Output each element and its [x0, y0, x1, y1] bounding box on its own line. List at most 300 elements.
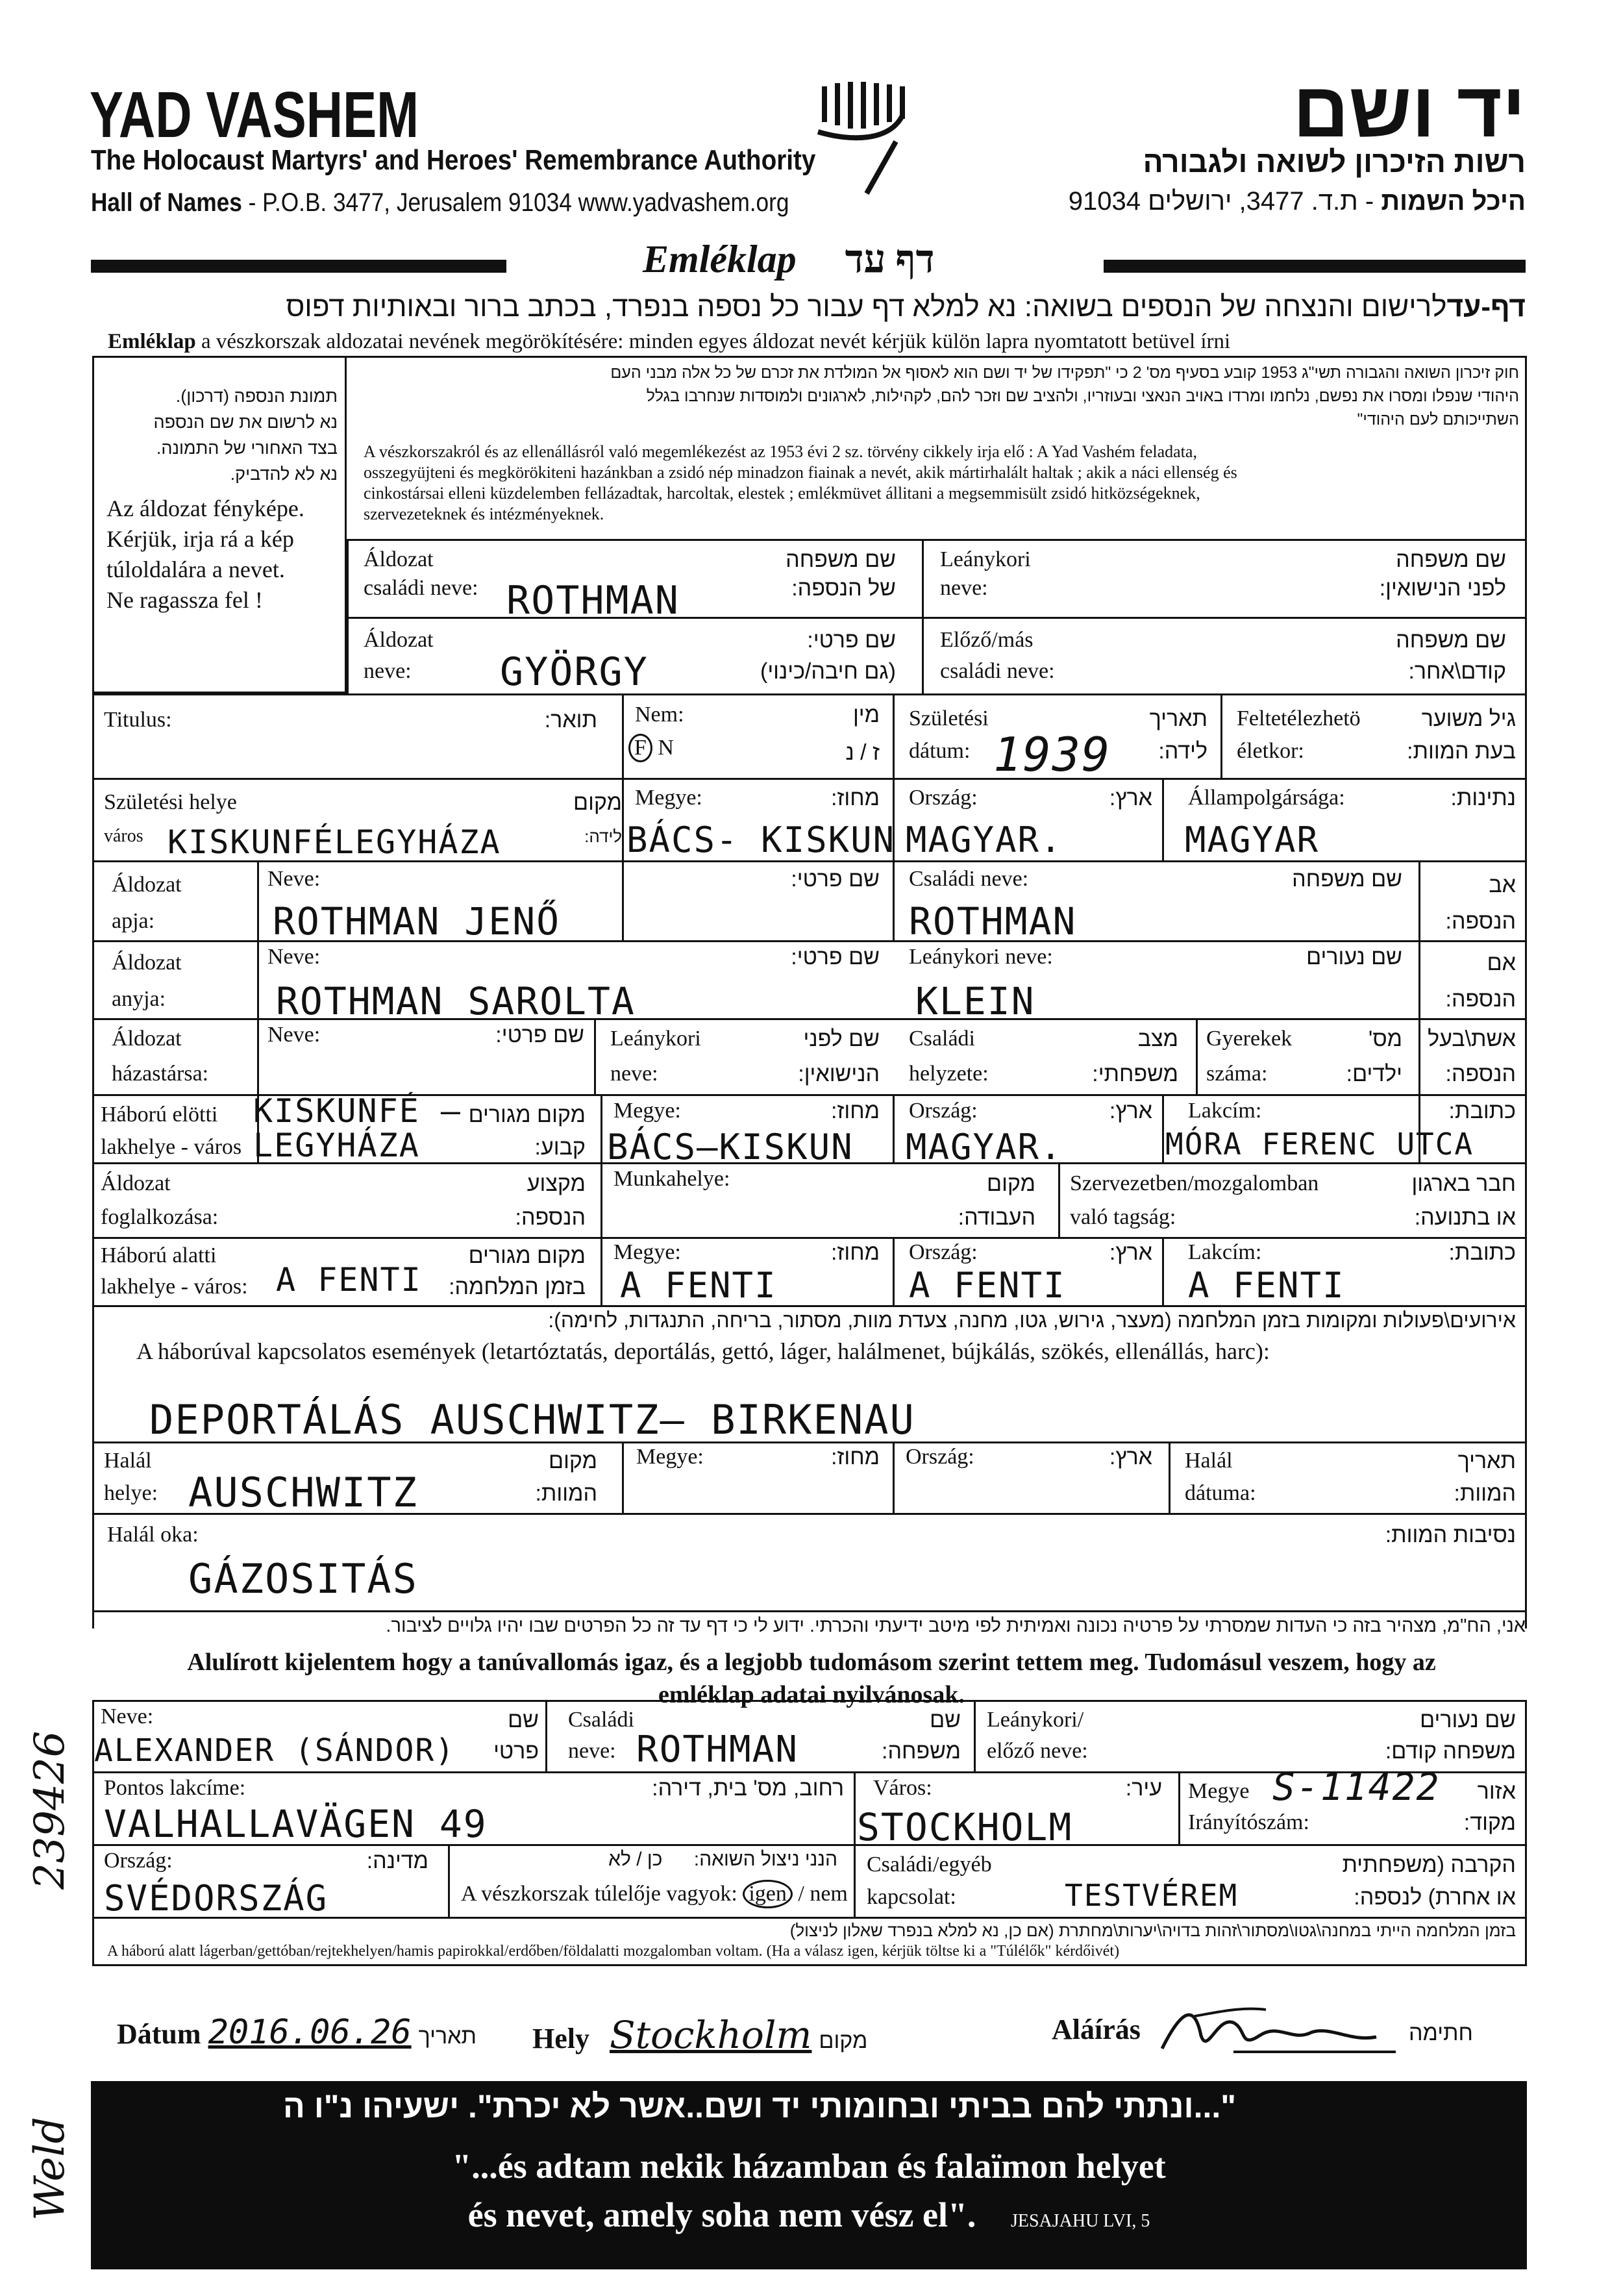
- prewar-county-value[interactable]: BÁCS–KISKUN: [607, 1127, 854, 1167]
- submitter-relation-label-he2: או אחרת) לנספה:: [1354, 1885, 1516, 1910]
- org-subtitle: The Holocaust Martyrs' and Heroes' Remembrance Authority: [91, 144, 816, 176]
- org-name: YAD VASHEM: [90, 79, 419, 151]
- form-title: [643, 237, 934, 282]
- estimated-age-label-he: [1407, 703, 1516, 767]
- marital-status-label-he2: משפחתי:: [1092, 1062, 1178, 1086]
- submitter-zip-label-he1: אזור: [1477, 1779, 1516, 1804]
- first-name-label-he2: (גם חיבה/כינוי): [760, 659, 896, 684]
- birth-place-label-he1: מקום: [573, 790, 622, 815]
- place-value[interactable]: Stockholm: [609, 2013, 812, 2057]
- children-label-hu1: Gyerekek: [1206, 1027, 1293, 1051]
- prewar-county-label-he: מחוז:: [830, 1099, 880, 1123]
- submitter-zip-value[interactable]: S-11422: [1272, 1765, 1441, 1809]
- instructions-hebrew: [286, 291, 1526, 323]
- survivor-note-hu: A háború alatt lágerban/gettóban/rejtekhelyen/hamis papirokkal/erdőben/földalatti mozgalomban voltam. (Ha a válasz igen, kérjük töltse ki a "Túlélők" kérdőivét): [107, 1943, 1120, 1960]
- v-spouse-maiden: [594, 1018, 596, 1094]
- previous-name-label-he1: שם משפחה: [1396, 628, 1506, 653]
- survivor-note-he: בזמן המלחמה הייתי במחנה\גטו\מסתור\זהות בדויה\יערות\מחתרת (אם כן, נא למלא בנפרד שאלון לניצול): [789, 1921, 1516, 1940]
- title-bar-right: [1104, 260, 1526, 273]
- survivor-label-he1: הנני ניצול השואה:: [693, 1849, 837, 1870]
- family-name-label-he2: של הנספה:: [791, 576, 896, 601]
- date-value[interactable]: 2016.06.26: [208, 2013, 412, 2052]
- title-bar-left: [91, 260, 506, 273]
- date-label: Dátum: [117, 2018, 201, 2050]
- instructions-hungarian: [108, 330, 1230, 354]
- law-hebrew: [351, 361, 1519, 431]
- prewar-country-value[interactable]: MAGYAR.: [906, 1127, 1063, 1167]
- survivor-label-he2: כן / לא: [608, 1849, 663, 1870]
- v-parent-he: [1418, 860, 1420, 1162]
- instructions-hungarian-bold: Emléklap: [108, 330, 196, 353]
- v-spouse-status: [1196, 1018, 1198, 1094]
- prewar-county-label: Megye:: [613, 1099, 681, 1123]
- birth-place-label-hu1: Születési helye: [104, 790, 237, 814]
- marital-status-label-he: [1092, 1021, 1178, 1092]
- mother-first-name-label: Neve:: [267, 945, 321, 969]
- organization-label-hu1: Szervezetben/mozgalomban: [1070, 1171, 1319, 1195]
- law-top-line: [92, 356, 1527, 358]
- photo-he-line1: תמונת הנספה (דרכון).: [175, 386, 338, 406]
- row-line-2: [92, 778, 1527, 780]
- submitter-relation-label-he: [1342, 1849, 1516, 1914]
- footer-quote-hu-2: és nevet, amely soha nem vész el".: [467, 2195, 976, 2234]
- v-work-org: [1058, 1162, 1060, 1237]
- birth-county-label-he: מחוז:: [830, 786, 880, 810]
- survivor-label-he: [608, 1849, 837, 1871]
- submitter-name-label-he1: שם: [508, 1708, 539, 1732]
- footer-reference: JESAJAHU LVI, 5: [1010, 2211, 1150, 2231]
- war-country-value[interactable]: A FENTI: [909, 1265, 1066, 1306]
- mother-maiden-label: Leánykori neve:: [909, 945, 1053, 969]
- death-date-label-he2: המוות:: [1454, 1481, 1516, 1506]
- war-residence-label-he: [449, 1240, 586, 1303]
- maiden-name-label-he1: שם משפחה: [1396, 547, 1506, 572]
- submitter-street-value[interactable]: VALHALLAVÄGEN 49: [104, 1802, 488, 1846]
- submitter-v-3: [854, 1771, 856, 1917]
- death-country-label: Ország:: [906, 1445, 974, 1469]
- instructions-hebrew-bold: דף-עד: [1446, 291, 1526, 323]
- war-country-label: Ország:: [909, 1240, 978, 1264]
- submitter-maiden-label-he2: משפחה קודם:: [1385, 1739, 1516, 1764]
- marital-status-label-he1: מצב: [1137, 1027, 1178, 1051]
- first-name-label: [364, 625, 434, 687]
- submitter-name-label-he: [493, 1704, 539, 1767]
- children-label: [1206, 1021, 1292, 1092]
- submitter-v-5: [448, 1844, 450, 1917]
- children-label-he1: מס': [1368, 1027, 1402, 1051]
- place-field: [532, 2013, 867, 2057]
- law-hu-line3: cinkostársai elleni küzdelemben fellázadtak, harcoltak, elestek ; emlékmüvet állitani a megsemmisült zsidó hitközségeknek,: [364, 484, 1200, 503]
- submitter-family-label-he: [882, 1704, 961, 1767]
- father-label: [112, 867, 182, 940]
- birth-date-label-he: [1150, 703, 1208, 767]
- hall-of-names: [91, 188, 789, 218]
- hebrew-title: יד ושם: [1293, 66, 1526, 153]
- father-surname-label-he: שם משפחה: [1292, 867, 1402, 892]
- declaration-hu-line2: emléklap adatai nyilvánosak.: [658, 1681, 965, 1708]
- spouse-label-hu2: házastársa:: [112, 1062, 209, 1086]
- mother-label-he: [1446, 945, 1516, 1017]
- prewar-city-value-1[interactable]: KISKUNFÉ –: [253, 1092, 462, 1130]
- law-he-line2: היהודי שנפלו ומסרו את נפשם, נלחמו ומרדו באויב הנאצי ובעוזריו, ולהציב שם וזכר להם, לקהילות, לארגונים ולמוסדות שנחרבו בגלל: [646, 387, 1519, 405]
- row-line-1: [92, 693, 1527, 695]
- maiden-name-label: [940, 545, 1031, 603]
- workplace-label-he1: מקום: [987, 1171, 1035, 1196]
- sex-options-he: ז / נ: [845, 740, 880, 765]
- submitter-name-label-he2: פרטי: [493, 1739, 539, 1764]
- workplace-label-he: [958, 1167, 1035, 1234]
- photo-he-line2: נא לרשום את שם הנספה: [153, 412, 338, 432]
- children-label-he2: ילדים:: [1346, 1062, 1402, 1086]
- events-value[interactable]: DEPORTÁLÁS AUSCHWITZ– BIRKENAU: [149, 1396, 915, 1443]
- declaration-hungarian: [117, 1627, 1506, 1711]
- death-place-label: [104, 1445, 158, 1510]
- footer-banner: [91, 2081, 1527, 2269]
- submitter-country-value[interactable]: SVÉDORSZÁG: [104, 1878, 328, 1919]
- submitter-zip-label-he: [1464, 1776, 1516, 1838]
- signature-label: Aláírás: [1052, 2014, 1141, 2045]
- citizenship-label: Állampolgársága:: [1188, 786, 1345, 810]
- family-name-label: [364, 545, 478, 603]
- spouse-maiden-label-he1: שם לפני: [803, 1027, 880, 1051]
- survivor-question-text: A vészkorszak túlelője vagyok:: [461, 1882, 737, 1906]
- war-city-value[interactable]: A FENTI: [276, 1261, 422, 1299]
- photo-hu-line3: túloldalára a nevet.: [106, 556, 285, 582]
- war-county-value[interactable]: A FENTI: [620, 1265, 777, 1306]
- submitter-country-label: Ország:: [104, 1849, 173, 1873]
- grid-left-border: [92, 693, 94, 1628]
- survivor-question: [461, 1880, 848, 1908]
- law-hungarian: [364, 442, 1237, 525]
- form-title-he: דף עד: [845, 238, 935, 281]
- birth-date-label-he1: תאריך: [1149, 706, 1208, 731]
- workplace-label-he2: העבודה:: [958, 1205, 1035, 1230]
- v-country-address: [1162, 1094, 1164, 1162]
- birth-county-label: Megye:: [635, 786, 702, 810]
- mother-maiden-value[interactable]: KLEIN: [915, 979, 1035, 1023]
- previous-name-label-hu1: Előző/más: [940, 628, 1034, 652]
- organization-label-he1: חבר בארגון: [1411, 1171, 1516, 1196]
- family-name-label-he1: שם משפחה: [786, 547, 896, 572]
- first-name-value[interactable]: GYÖRGY: [500, 649, 649, 695]
- signature-scribble[interactable]: [1156, 1997, 1402, 2068]
- side-number-text: 239426: [26, 1730, 74, 1890]
- death-date-label-he: [1454, 1445, 1516, 1510]
- submitter-name-label: Neve:: [101, 1704, 154, 1728]
- spouse-label-he1: אשת\בעל: [1428, 1027, 1516, 1051]
- mother-label: [112, 945, 182, 1017]
- first-name-label-he: [760, 625, 896, 687]
- birth-date-label-hu2: dátum:: [909, 739, 971, 763]
- prewar-city-value-2[interactable]: LEGYHÁZA: [253, 1127, 420, 1164]
- spouse-maiden-label-he2: הנישואין:: [798, 1062, 880, 1086]
- submitter-city-label: Város:: [873, 1776, 932, 1800]
- family-name-label-he: [786, 545, 896, 603]
- photo-he-line4: נא לא להדביק.: [230, 464, 338, 484]
- hall-of-names-title: Hall of Names: [91, 188, 242, 217]
- sex-label-he: מין: [852, 703, 880, 727]
- mother-label-he1: אם: [1487, 951, 1516, 975]
- photo-hu-line4: Ne ragassza fel !: [106, 587, 263, 613]
- war-residence-label-he2: בזמן המלחמה:: [449, 1275, 586, 1299]
- mother-name-value[interactable]: ROTHMAN SAROLTA: [276, 979, 636, 1023]
- photo-he-line3: בצד האחורי של התמונה.: [156, 438, 338, 458]
- submitter-relation-label-hu2: kapcsolat:: [867, 1885, 956, 1909]
- declaration-hu-line1: Alulírott kijelentem hogy a tanúvallomás igaz, és a legjobb tudomásom szerint tettem meg. Tudomásul veszem, hogy az: [187, 1649, 1436, 1676]
- estimated-age-label: [1237, 703, 1361, 767]
- v-war-country: [893, 1237, 895, 1305]
- v-death-county: [622, 1441, 624, 1513]
- estimated-age-label-hu1: Feltetélezhetö: [1237, 706, 1361, 730]
- mother-maiden-label-he: שם נעורים: [1306, 945, 1402, 969]
- prewar-residence-label: [101, 1099, 242, 1164]
- v-war-address: [1162, 1237, 1164, 1305]
- war-residence-label-he1: מקום מגורים: [468, 1243, 586, 1268]
- death-place-label-hu2: helye:: [104, 1481, 158, 1505]
- father-label-he: [1446, 867, 1516, 940]
- submitter-v-4: [1178, 1771, 1180, 1844]
- prewar-residence-label-he1: מקום מגורים: [468, 1103, 586, 1127]
- prewar-country-label-he: ארץ:: [1109, 1099, 1152, 1123]
- photo-instructions-hebrew: [97, 383, 338, 487]
- prewar-residence-label-hu1: Háború elötti: [101, 1103, 218, 1127]
- spouse-maiden-label-hu2: neve:: [610, 1062, 658, 1086]
- war-residence-label-hu2: lakhelye - város:: [101, 1275, 248, 1299]
- first-name-label-he1: שם פרטי:: [807, 628, 896, 653]
- title-label: Titulus:: [104, 708, 172, 732]
- birth-place-label-hu2: város: [104, 826, 143, 846]
- maiden-name-label-he: [1380, 545, 1506, 603]
- sex-option-n[interactable]: N: [658, 736, 674, 760]
- prewar-residence-label-hu2: lakhelye - város: [101, 1135, 242, 1159]
- v-birth-age: [1220, 693, 1222, 778]
- yad-vashem-logo: [811, 77, 915, 200]
- previous-name-label-he: [1396, 625, 1506, 687]
- spouse-maiden-label: [610, 1021, 701, 1092]
- submitter-maiden-label-he1: שם נעורים: [1420, 1708, 1516, 1732]
- hall-of-names-address: - P.O.B. 3477, Jerusalem 91034 www.yadvashem.org: [242, 188, 789, 217]
- children-label-he: [1346, 1021, 1402, 1092]
- law-hu-line1: A vészkorszakról és az ellenállásról való megemlékezést az 1953 évi 2 sz. törvény cikkely irja elő : A Yad Vashém feladata,: [364, 442, 1197, 461]
- sex-label: Nem:: [635, 703, 684, 727]
- father-name-value[interactable]: ROTHMAN JENŐ: [273, 899, 561, 943]
- events-label-hu: A háborúval kapcsolatos események (letartóztatás, deportálás, gettó, láger, halálmenet, bújkálás, szökés, ellenállás, harc):: [136, 1338, 1270, 1364]
- death-date-label-hu1: Halál: [1185, 1449, 1233, 1473]
- death-cause-label-he: נסיבות המוות:: [1385, 1523, 1516, 1547]
- death-place-label-he: [535, 1445, 597, 1510]
- submitter-maiden-label: [987, 1704, 1088, 1767]
- previous-name-label-he2: קודם\אחר:: [1408, 659, 1506, 684]
- occupation-label-hu1: Áldozat: [101, 1171, 171, 1195]
- submitter-relation-value[interactable]: TESTVÉREM: [1065, 1878, 1239, 1913]
- family-name-value[interactable]: ROTHMAN: [506, 578, 680, 623]
- photo-hu-line2: Kérjük, irja rá a kép: [106, 526, 294, 552]
- sex-options[interactable]: [628, 734, 674, 762]
- submitter-family-label-he2: משפחה:: [882, 1739, 961, 1764]
- death-country-label-he: ארץ:: [1109, 1445, 1152, 1469]
- war-residence-label: [101, 1240, 248, 1303]
- submitter-family-label-hu2: neve:: [568, 1739, 616, 1763]
- grid-right-border: [1525, 356, 1527, 1628]
- submitter-relation-label-hu1: Családi/egyéb: [867, 1853, 992, 1877]
- death-place-value[interactable]: AUSCHWITZ: [188, 1469, 418, 1516]
- first-name-label-hu2: neve:: [364, 659, 412, 683]
- birth-country-label-he: ארץ:: [1109, 786, 1152, 810]
- submitter-address-label: Pontos lakcíme:: [104, 1776, 246, 1800]
- names-top-line: [347, 539, 1527, 541]
- submitter-maiden-label-hu1: Leánykori/: [987, 1708, 1084, 1732]
- v-sex-birth: [893, 693, 895, 940]
- war-address-label: Lakcím:: [1188, 1240, 1262, 1264]
- family-name-label-hu2: családi neve:: [364, 576, 478, 600]
- spouse-label-hu1: Áldozat: [112, 1027, 182, 1051]
- form-title-hu: Emléklap: [643, 238, 797, 281]
- war-county-label: Megye:: [613, 1240, 681, 1264]
- footer-quote-he: "...ונתתי להם בביתי ובחומותי יד ושם..אשר לא יכרת". ישעיהו נ"ו ה: [283, 2088, 1236, 2125]
- survivor-yes-selected[interactable]: igen: [743, 1880, 793, 1908]
- spouse-label-he2: הנספה:: [1445, 1062, 1516, 1086]
- death-place-label-hu1: Halál: [104, 1449, 152, 1473]
- names-left-border: [347, 539, 349, 693]
- submitter-country-label-he: מדינה:: [366, 1849, 428, 1873]
- birth-country-value[interactable]: MAGYAR.: [906, 819, 1063, 860]
- death-county-label-he: מחוז:: [830, 1445, 880, 1469]
- birth-country-label: Ország:: [909, 786, 978, 810]
- war-address-value[interactable]: A FENTI: [1188, 1265, 1345, 1306]
- father-label-he1: אב: [1489, 873, 1516, 897]
- declaration-hebrew: אני, הח"מ, מצהיר בזה כי העדות שמסרתי על פרטיה נכונה ואמיתית לפי מיטב ידיעתי והכרתי. ידוע לי כי דף עד זה כל הפרטים שבו יהיו גלויים לציבור.: [386, 1616, 1526, 1636]
- submitter-name-value[interactable]: ALEXANDER (SÁNDOR): [94, 1732, 456, 1769]
- v-country-citizen: [1162, 778, 1164, 860]
- citizenship-value[interactable]: MAGYAR: [1185, 819, 1320, 860]
- submitter-family-value[interactable]: ROTHMAN: [636, 1728, 799, 1771]
- occupation-label-he1: מקצוע: [526, 1171, 586, 1196]
- mother-label-hu2: anyja:: [112, 987, 166, 1011]
- war-country-label-he: ארץ:: [1109, 1240, 1152, 1265]
- occupation-label: [101, 1167, 218, 1234]
- first-name-label-hu1: Áldozat: [364, 628, 434, 652]
- submitter-city-value[interactable]: STOCKHOLM: [857, 1805, 1073, 1849]
- death-cause-value[interactable]: GÁZOSITÁS: [188, 1555, 418, 1603]
- citizenship-label-he: נתינות:: [1450, 786, 1516, 810]
- instructions-hebrew-text: לרישום והנצחה של הנספים בשואה: נא למלא דף עבור כל נספה בנפרד, בכתב ברור ובאותיות דפוס: [286, 291, 1447, 323]
- birth-date-value[interactable]: 1939: [993, 727, 1111, 782]
- date-label-he: תאריך: [418, 2024, 477, 2049]
- prewar-residence-label-he: [469, 1099, 586, 1164]
- v-place-county: [601, 1094, 602, 1305]
- submitter-v-1: [545, 1700, 547, 1771]
- estimated-age-label-he2: בעת המוות:: [1407, 739, 1516, 764]
- maiden-name-label-he2: לפני הנישואין:: [1379, 576, 1506, 601]
- spouse-maiden-label-hu1: Leánykori: [610, 1027, 701, 1051]
- war-residence-label-hu1: Háború alatti: [101, 1243, 217, 1267]
- organization-label-he2: או בתנועה:: [1414, 1205, 1516, 1230]
- prewar-address-label: Lakcím:: [1188, 1099, 1262, 1123]
- title-label-he: תואר:: [544, 708, 597, 732]
- footer-quote-hu-1: "...és adtam nekik házamban és falaïmon helyet: [452, 2147, 1166, 2186]
- birth-city-value[interactable]: KISKUNFÉLEGYHÁZA: [167, 823, 501, 861]
- occupation-label-hu2: foglalkozása:: [101, 1205, 219, 1229]
- family-name-label-hu1: Áldozat: [364, 547, 434, 571]
- law-hu-line4: szervezeteknek és intézményeknek.: [364, 505, 604, 523]
- workplace-label: Munkahelye:: [613, 1167, 730, 1191]
- spouse-label-he: [1428, 1021, 1516, 1092]
- survivor-no-option[interactable]: / nem: [798, 1882, 848, 1906]
- row-line-8: [92, 1237, 1527, 1239]
- submitter-maiden-label-he: [1385, 1704, 1516, 1767]
- footer-quote-hu-2-wrap: [91, 2195, 1527, 2235]
- birth-date-label-he2: לידה:: [1158, 739, 1208, 764]
- names-mid-divider: [922, 539, 924, 693]
- birth-date-label: [909, 703, 989, 767]
- law-he-line3: השתייכותם לעם היהודי": [1357, 410, 1519, 429]
- father-family-value[interactable]: ROTHMAN: [909, 899, 1077, 943]
- submitter-zip-label-hu1: Megye: [1188, 1779, 1250, 1803]
- submitter-city-label-he: עיר:: [1125, 1776, 1162, 1801]
- spouse-first-name-label-he: שם פרטי:: [495, 1023, 584, 1047]
- hebrew-hall-address: - ת.ד. 3477, ירושלים 91034: [1068, 187, 1381, 216]
- death-date-label-hu2: dátuma:: [1185, 1481, 1256, 1505]
- previous-name-label: [940, 625, 1055, 687]
- organization-label-he: [1411, 1167, 1516, 1234]
- prewar-residence-label-he2: קבוע:: [534, 1135, 586, 1160]
- father-first-name-label-he: שם פרטי:: [791, 867, 880, 892]
- occupation-label-he2: הנספה:: [515, 1205, 586, 1230]
- birth-place-label-he2: לידה:: [584, 827, 622, 846]
- death-county-label: Megye:: [636, 1445, 704, 1469]
- hebrew-subtitle: רשות הזיכרון לשואה ולגבורה: [1143, 145, 1526, 179]
- sex-option-f-selected[interactable]: F: [628, 734, 652, 762]
- marital-status-label-hu1: Családi: [909, 1027, 975, 1051]
- submitter-family-label: [568, 1704, 634, 1767]
- father-label-he2: הנספה:: [1445, 909, 1516, 934]
- law-hu-line2: osszegyüjteni és megkörökiteni hazánkban a zsidó nép minadzon fiainak a nevét, akik mártirhalált haltak ; akik a náci ellenség és: [364, 463, 1237, 482]
- occupation-label-he: [515, 1167, 586, 1234]
- signature-field: [1052, 2013, 1141, 2046]
- death-place-label-he1: מקום: [549, 1449, 597, 1473]
- date-field: [117, 2013, 477, 2052]
- submitter-maiden-label-hu2: előző neve:: [987, 1739, 1088, 1763]
- father-label-hu2: apja:: [112, 909, 155, 933]
- events-label-he: אירועים\פעולות ומקומות בזמן המלחמה (מעצר, גירוש, גטו, מחנה, צעדת מוות, מסתור, בריחה, התנגדות, לחימה):: [548, 1308, 1516, 1332]
- submitter-family-label-hu1: Családi: [568, 1708, 634, 1732]
- v-title-sex: [622, 693, 624, 942]
- v-death-date: [1169, 1441, 1170, 1513]
- father-label-hu1: Áldozat: [112, 873, 182, 897]
- spouse-first-name-label: Neve:: [267, 1023, 321, 1047]
- side-initials-text: Weld: [26, 2117, 74, 2221]
- children-label-hu2: száma:: [1206, 1062, 1268, 1086]
- law-he-line1: חוק זיכרון השואה והגבורה תשי"ג 1953 קובע בסעיף מס' 2 כי "תפקידו של יד ושם הוא לאסוף אל המולדת את זכרם של כל אלה מבני העם: [610, 364, 1519, 382]
- previous-name-label-hu2: családi neve:: [940, 659, 1055, 683]
- prewar-address-value[interactable]: MÓRA FERENC UTCA: [1165, 1127, 1474, 1162]
- submitter-family-label-he1: שם: [930, 1708, 961, 1732]
- death-place-label-he2: המוות:: [535, 1481, 597, 1506]
- place-label-he: מקום: [819, 2028, 868, 2053]
- estimated-age-label-hu2: életkor:: [1237, 739, 1304, 763]
- father-first-name-label: Neve:: [267, 867, 321, 891]
- v-death-country: [893, 1441, 895, 1513]
- maiden-name-label-hu1: Leánykori: [940, 547, 1031, 571]
- instructions-hungarian-text: a vészkorszak aldozatai nevének megörökítésére: minden egyes áldozat nevét kérjük külön lapra nyomtatott betüvel írni: [195, 330, 1231, 353]
- maiden-name-label-hu2: neve:: [940, 576, 988, 600]
- organization-label: [1070, 1167, 1319, 1234]
- submitter-zip-label-he2: מקוד:: [1463, 1810, 1516, 1835]
- organization-label-hu2: való tagság:: [1070, 1205, 1176, 1229]
- birth-county-value[interactable]: BÁCS- KISKUN: [626, 819, 896, 860]
- spouse-label: [112, 1021, 208, 1092]
- father-surname-label: Családi neve:: [909, 867, 1029, 891]
